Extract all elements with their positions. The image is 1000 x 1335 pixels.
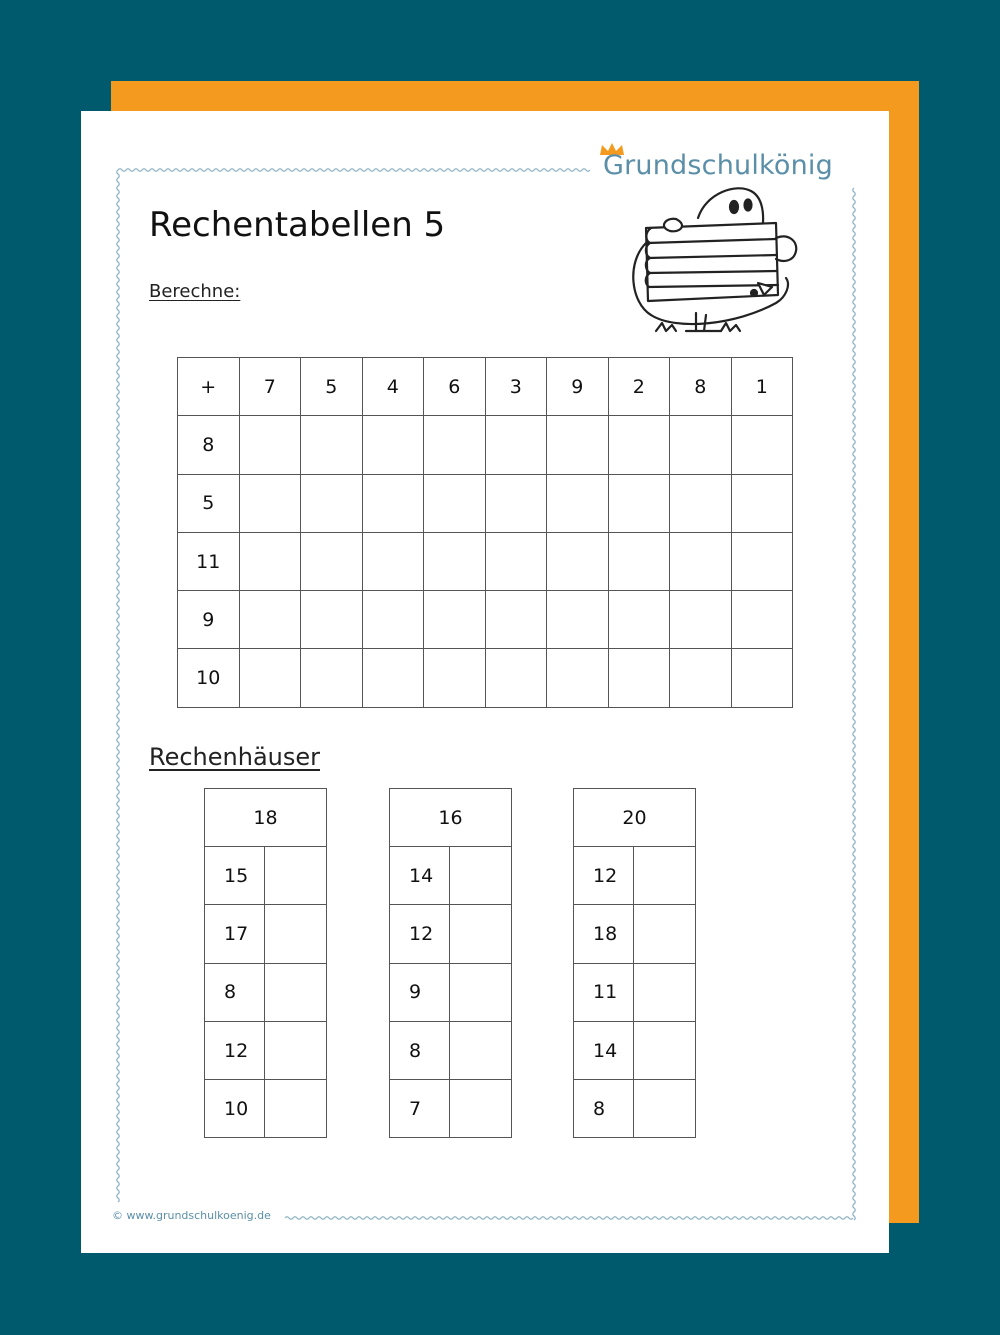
addition-table — [177, 357, 793, 708]
house-floor-row — [390, 1021, 512, 1079]
table-row — [178, 532, 793, 590]
answer-cell[interactable] — [362, 474, 424, 532]
table-header-row — [178, 358, 793, 416]
number-house-1 — [204, 788, 327, 1138]
house-given-number: 8 — [574, 1080, 634, 1138]
answer-cell[interactable] — [731, 591, 793, 649]
house-floor-row — [205, 963, 327, 1021]
house-roof-row — [390, 789, 512, 847]
answer-cell[interactable] — [424, 474, 486, 532]
column-header-cell: 7 — [239, 358, 301, 416]
answer-cell[interactable] — [301, 591, 363, 649]
house-floor-row — [574, 1080, 696, 1138]
house-given-number: 12 — [390, 905, 450, 963]
answer-cell[interactable] — [301, 649, 363, 707]
table-row — [178, 416, 793, 474]
column-header-cell: 8 — [670, 358, 732, 416]
house-floor-row — [205, 847, 327, 905]
house-floor-row — [390, 1080, 512, 1138]
house-floor-row — [205, 1080, 327, 1138]
house-given-number: 14 — [390, 847, 450, 905]
house-floor-row — [574, 905, 696, 963]
answer-cell[interactable] — [362, 416, 424, 474]
table-row — [178, 474, 793, 532]
answer-cell[interactable] — [731, 649, 793, 707]
answer-cell[interactable] — [424, 416, 486, 474]
house-answer-cell[interactable] — [265, 1080, 327, 1138]
answer-cell[interactable] — [485, 591, 547, 649]
answer-cell[interactable] — [731, 474, 793, 532]
answer-cell[interactable] — [547, 532, 609, 590]
house-given-number: 12 — [574, 847, 634, 905]
answer-cell[interactable] — [547, 649, 609, 707]
house-roof-number: 20 — [574, 789, 696, 847]
number-house-2 — [389, 788, 512, 1138]
column-header-cell: 2 — [608, 358, 670, 416]
house-given-number: 9 — [390, 963, 450, 1021]
house-given-number: 10 — [205, 1080, 265, 1138]
column-header-cell: 5 — [301, 358, 363, 416]
table-row — [178, 649, 793, 707]
house-answer-cell[interactable] — [450, 847, 512, 905]
house-given-number: 8 — [390, 1021, 450, 1079]
answer-cell[interactable] — [362, 649, 424, 707]
house-floor-row — [574, 963, 696, 1021]
house-answer-cell[interactable] — [265, 905, 327, 963]
answer-cell[interactable] — [608, 416, 670, 474]
house-floor-row — [574, 847, 696, 905]
answer-cell[interactable] — [731, 416, 793, 474]
answer-cell[interactable] — [301, 532, 363, 590]
answer-cell[interactable] — [608, 532, 670, 590]
answer-cell[interactable] — [485, 649, 547, 707]
house-answer-cell[interactable] — [634, 1021, 696, 1079]
ghost-sign-illustration — [626, 183, 801, 338]
answer-cell[interactable] — [485, 474, 547, 532]
house-answer-cell[interactable] — [634, 963, 696, 1021]
row-header-cell: 9 — [178, 591, 240, 649]
answer-cell[interactable] — [362, 591, 424, 649]
answer-cell[interactable] — [670, 416, 732, 474]
row-header-cell: 8 — [178, 416, 240, 474]
answer-cell[interactable] — [362, 532, 424, 590]
answer-cell[interactable] — [670, 532, 732, 590]
answer-cell[interactable] — [485, 532, 547, 590]
number-house-3 — [573, 788, 696, 1138]
house-answer-cell[interactable] — [634, 905, 696, 963]
house-answer-cell[interactable] — [265, 963, 327, 1021]
house-floor-row — [205, 905, 327, 963]
answer-cell[interactable] — [301, 416, 363, 474]
house-answer-cell[interactable] — [450, 905, 512, 963]
answer-cell[interactable] — [239, 591, 301, 649]
answer-cell[interactable] — [239, 474, 301, 532]
house-floor-row — [390, 905, 512, 963]
house-answer-cell[interactable] — [634, 847, 696, 905]
answer-cell[interactable] — [608, 591, 670, 649]
house-roof-row — [574, 789, 696, 847]
house-answer-cell[interactable] — [265, 847, 327, 905]
section-title: Rechenhäuser — [149, 743, 321, 771]
brand-logo: Grundschulkönig — [603, 150, 833, 181]
answer-cell[interactable] — [670, 474, 732, 532]
answer-cell[interactable] — [547, 416, 609, 474]
house-given-number: 8 — [205, 963, 265, 1021]
answer-cell[interactable] — [670, 591, 732, 649]
row-header-cell: 5 — [178, 474, 240, 532]
house-given-number: 17 — [205, 905, 265, 963]
operator-cell: + — [178, 358, 240, 416]
row-header-cell: 10 — [178, 649, 240, 707]
column-header-cell: 9 — [547, 358, 609, 416]
answer-cell[interactable] — [547, 591, 609, 649]
page-title: Rechentabellen 5 — [149, 205, 446, 245]
answer-cell[interactable] — [670, 649, 732, 707]
house-floor-row — [205, 1021, 327, 1079]
house-answer-cell[interactable] — [634, 1080, 696, 1138]
answer-cell[interactable] — [485, 416, 547, 474]
answer-cell[interactable] — [608, 649, 670, 707]
house-roof-row — [205, 789, 327, 847]
row-header-cell: 11 — [178, 532, 240, 590]
house-answer-cell[interactable] — [450, 963, 512, 1021]
house-given-number: 12 — [205, 1021, 265, 1079]
answer-cell[interactable] — [239, 416, 301, 474]
column-header-cell: 1 — [731, 358, 793, 416]
house-given-number: 14 — [574, 1021, 634, 1079]
answer-cell[interactable] — [239, 532, 301, 590]
house-floor-row — [574, 1021, 696, 1079]
house-given-number: 11 — [574, 963, 634, 1021]
house-given-number: 7 — [390, 1080, 450, 1138]
house-given-number: 15 — [205, 847, 265, 905]
house-answer-cell[interactable] — [265, 1021, 327, 1079]
house-given-number: 18 — [574, 905, 634, 963]
answer-cell[interactable] — [608, 474, 670, 532]
house-floor-row — [390, 963, 512, 1021]
answer-cell[interactable] — [547, 474, 609, 532]
column-header-cell: 6 — [424, 358, 486, 416]
column-header-cell: 3 — [485, 358, 547, 416]
answer-cell[interactable] — [424, 591, 486, 649]
house-answer-cell[interactable] — [450, 1021, 512, 1079]
answer-cell[interactable] — [731, 532, 793, 590]
answer-cell[interactable] — [239, 649, 301, 707]
house-roof-number: 18 — [205, 789, 327, 847]
column-header-cell: 4 — [362, 358, 424, 416]
answer-cell[interactable] — [301, 474, 363, 532]
table-row — [178, 591, 793, 649]
answer-cell[interactable] — [424, 532, 486, 590]
answer-cell[interactable] — [424, 649, 486, 707]
house-roof-number: 16 — [390, 789, 512, 847]
footer-copyright: © www.grundschulkoenig.de — [112, 1209, 271, 1222]
instruction-label: Berechne: — [149, 281, 241, 302]
house-answer-cell[interactable] — [450, 1080, 512, 1138]
house-floor-row — [390, 847, 512, 905]
